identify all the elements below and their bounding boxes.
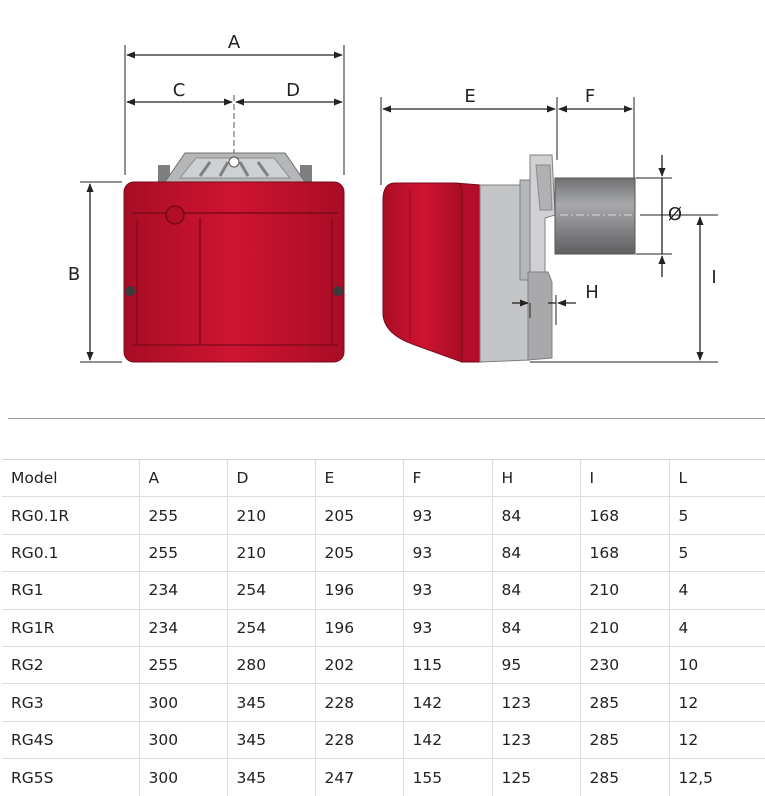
- dim-D-label: D: [286, 80, 300, 101]
- cell-a: 234: [139, 572, 227, 609]
- header-cell-e: E: [315, 460, 403, 497]
- cell-h: 84: [492, 572, 580, 609]
- table-row: [2, 497, 765, 534]
- cell-e: 202: [315, 646, 403, 683]
- cell-d: 345: [227, 721, 315, 758]
- cell-f: 93: [403, 497, 492, 534]
- dim-A-label: A: [227, 32, 241, 53]
- cell-e: 205: [315, 497, 403, 534]
- cell-a: 234: [139, 609, 227, 646]
- cell-i: 285: [580, 721, 669, 758]
- cell-d: 280: [227, 646, 315, 683]
- cell-l: 12: [669, 684, 765, 721]
- dim-F-label: F: [584, 86, 596, 107]
- dimensions-table: [2, 459, 765, 796]
- cell-l: 4: [669, 609, 765, 646]
- cell-d: 345: [227, 759, 315, 796]
- cell-model: RG0.1: [2, 534, 139, 571]
- table-row: [2, 684, 765, 721]
- table-row: [2, 534, 765, 571]
- cell-h: 84: [492, 534, 580, 571]
- cell-h: 95: [492, 646, 580, 683]
- header-cell-model: Model: [2, 460, 139, 497]
- cell-d: 210: [227, 497, 315, 534]
- cell-e: 205: [315, 534, 403, 571]
- cell-a: 300: [139, 684, 227, 721]
- dim-E-label: E: [464, 86, 476, 107]
- side-view: [381, 86, 718, 362]
- cell-l: 5: [669, 534, 765, 571]
- cell-d: 254: [227, 609, 315, 646]
- cell-e: 228: [315, 721, 403, 758]
- cell-i: 168: [580, 497, 669, 534]
- cell-d: 254: [227, 572, 315, 609]
- table-row: [2, 572, 765, 609]
- cell-e: 196: [315, 572, 403, 609]
- cell-e: 228: [315, 684, 403, 721]
- cell-model: RG2: [2, 646, 139, 683]
- cell-f: 93: [403, 609, 492, 646]
- cell-d: 210: [227, 534, 315, 571]
- cell-h: 123: [492, 721, 580, 758]
- cell-i: 210: [580, 609, 669, 646]
- dim-diameter-label: Ø: [667, 204, 683, 225]
- header-cell-h: H: [492, 460, 580, 497]
- cell-a: 300: [139, 759, 227, 796]
- dim-B-label: B: [67, 264, 81, 285]
- front-housing: [124, 182, 344, 362]
- cell-h: 84: [492, 497, 580, 534]
- cell-l: 12: [669, 721, 765, 758]
- fan-cover: [158, 153, 312, 183]
- dim-I-label: I: [711, 267, 717, 288]
- cell-l: 10: [669, 646, 765, 683]
- table-row: [2, 609, 765, 646]
- side-housing: [383, 183, 482, 362]
- header-cell-a: A: [139, 460, 227, 497]
- header-cell-i: I: [580, 460, 669, 497]
- cell-model: RG5S: [2, 759, 139, 796]
- cell-l: 12,5: [669, 759, 765, 796]
- cell-model: RG1R: [2, 609, 139, 646]
- cell-f: 115: [403, 646, 492, 683]
- cell-a: 300: [139, 721, 227, 758]
- dim-C-label: C: [172, 80, 186, 101]
- cell-l: 5: [669, 497, 765, 534]
- cell-i: 210: [580, 572, 669, 609]
- cell-a: 255: [139, 534, 227, 571]
- cell-a: 255: [139, 646, 227, 683]
- cell-f: 93: [403, 534, 492, 571]
- cell-h: 84: [492, 609, 580, 646]
- cell-i: 285: [580, 759, 669, 796]
- cell-model: RG4S: [2, 721, 139, 758]
- table-header-row: [2, 460, 765, 497]
- header-cell-l: L: [669, 460, 765, 497]
- cell-i: 285: [580, 684, 669, 721]
- cell-i: 230: [580, 646, 669, 683]
- cell-f: 93: [403, 572, 492, 609]
- cell-f: 142: [403, 684, 492, 721]
- cell-d: 345: [227, 684, 315, 721]
- front-view: [68, 32, 344, 362]
- cell-model: RG1: [2, 572, 139, 609]
- cell-f: 142: [403, 721, 492, 758]
- table-row: [2, 646, 765, 683]
- header-cell-d: D: [227, 460, 315, 497]
- cell-model: RG3: [2, 684, 139, 721]
- cell-f: 155: [403, 759, 492, 796]
- dim-H-label: H: [585, 282, 599, 303]
- header-cell-f: F: [403, 460, 492, 497]
- table-row: [2, 759, 765, 796]
- cell-i: 168: [580, 534, 669, 571]
- cell-h: 125: [492, 759, 580, 796]
- table-row: [2, 721, 765, 758]
- cell-a: 255: [139, 497, 227, 534]
- cell-model: RG0.1R: [2, 497, 139, 534]
- cell-e: 196: [315, 609, 403, 646]
- cell-e: 247: [315, 759, 403, 796]
- cell-h: 123: [492, 684, 580, 721]
- flange: [480, 155, 555, 362]
- section-divider: [8, 418, 765, 419]
- cell-l: 4: [669, 572, 765, 609]
